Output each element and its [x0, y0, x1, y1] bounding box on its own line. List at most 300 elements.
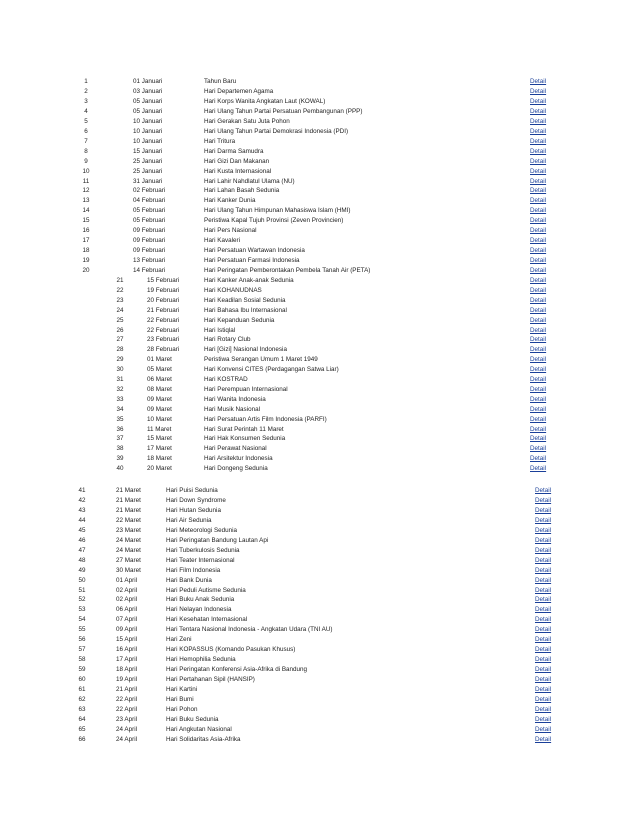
detail-link[interactable]: Detail [535, 636, 552, 644]
row-number: 14 [82, 207, 90, 215]
row-date: 03 Januari [133, 87, 163, 95]
row-number: 37 [116, 435, 124, 443]
table-row [0, 385, 638, 395]
table-row [0, 157, 638, 167]
detail-link[interactable]: Detail [530, 217, 547, 225]
table-row [0, 655, 638, 665]
row-date: 10 Januari [133, 127, 163, 135]
detail-link[interactable]: Detail [530, 356, 547, 364]
row-holiday-name: Hari Peringatan Konferensi Asia-Afrika di Bandung [166, 666, 308, 674]
row-date: 22 Februari [147, 326, 180, 334]
row-date: 22 Februari [147, 316, 180, 324]
row-holiday-name: Hari KOPASSUS (Komando Pasukan Khusus) [166, 646, 296, 654]
table-row [0, 425, 638, 435]
detail-link[interactable]: Detail [530, 137, 547, 145]
table-row [0, 625, 638, 635]
row-number: 60 [78, 676, 86, 684]
detail-link[interactable]: Detail [535, 606, 552, 614]
table-row [0, 486, 638, 496]
detail-link[interactable]: Detail [530, 395, 547, 403]
row-holiday-name: Hari Hak Konsumen Sedunia [204, 435, 286, 443]
detail-link[interactable]: Detail [535, 546, 552, 554]
table-row [0, 186, 638, 196]
detail-link[interactable]: Detail [535, 695, 552, 703]
detail-link[interactable]: Detail [535, 715, 552, 723]
row-number: 53 [78, 606, 86, 614]
row-holiday-name: Hari Istiqlal [204, 326, 236, 334]
row-holiday-name: Hari Musik Nasional [204, 405, 260, 413]
row-date: 22 April [116, 695, 138, 703]
row-date: 05 Februari [133, 217, 166, 225]
detail-link[interactable]: Detail [530, 167, 547, 175]
row-holiday-name: Hari Departemen Agama [204, 87, 274, 95]
detail-link[interactable]: Detail [530, 306, 547, 314]
row-date: 06 Maret [147, 376, 172, 383]
detail-link[interactable]: Detail [530, 405, 547, 413]
detail-link[interactable]: Detail [530, 286, 547, 294]
row-date: 24 Maret [116, 546, 141, 554]
row-holiday-name: Hari KOSTRAD [204, 376, 248, 383]
row-date: 07 April [116, 616, 138, 624]
table-row [0, 615, 638, 625]
row-holiday-name: Hari Kusta Internasional [204, 167, 272, 175]
row-date: 21 Februari [147, 306, 180, 314]
table-row [0, 107, 638, 117]
row-holiday-name: Hari Gizi Dan Makanan [204, 157, 270, 165]
row-date: 19 Februari [147, 286, 180, 294]
table-row [0, 415, 638, 425]
table-row [0, 705, 638, 715]
detail-link[interactable]: Detail [530, 147, 547, 155]
table-row [0, 395, 638, 405]
table-row [0, 685, 638, 695]
detail-link[interactable]: Detail [530, 197, 547, 205]
row-date: 09 Februari [133, 227, 166, 235]
row-holiday-name: Hari Tritura [204, 137, 236, 145]
row-number: 20 [82, 267, 90, 275]
row-date: 22 Maret [116, 516, 141, 524]
row-date: 20 Maret [147, 465, 172, 473]
detail-link[interactable]: Detail [530, 316, 547, 324]
table-row [0, 635, 638, 645]
table-row [0, 316, 638, 326]
row-number: 36 [116, 425, 124, 433]
row-date: 10 Maret [147, 415, 172, 423]
row-date: 24 Maret [116, 536, 141, 544]
row-holiday-name: Hari Persatuan Farmasi Indonesia [204, 257, 300, 265]
row-holiday-name: Hari Buku Anak Sedunia [166, 596, 235, 604]
table-row [0, 434, 638, 444]
row-holiday-name: Hari Bumi [166, 695, 194, 703]
row-number: 31 [116, 376, 124, 383]
row-date: 02 Februari [133, 187, 166, 195]
table-row [0, 605, 638, 615]
table-row [0, 177, 638, 187]
row-date: 23 Maret [116, 526, 141, 534]
detail-link[interactable]: Detail [530, 78, 547, 85]
row-date: 02 April [116, 586, 138, 594]
table-row [0, 196, 638, 206]
row-date: 04 Februari [133, 197, 166, 205]
row-number: 4 [84, 107, 88, 115]
row-number: 19 [82, 257, 90, 265]
row-number: 11 [82, 177, 90, 185]
table-row [0, 286, 638, 296]
detail-link[interactable]: Detail [535, 656, 552, 664]
table-row [0, 695, 638, 705]
detail-link[interactable]: Detail [535, 596, 552, 604]
table-row [0, 536, 638, 546]
row-number: 28 [116, 346, 124, 354]
detail-link[interactable]: Detail [530, 267, 547, 275]
row-holiday-name: Hari Ulang Tahun Partai Persatuan Pembangunan (PPP) [204, 107, 363, 115]
row-number: 24 [116, 306, 124, 314]
row-date: 05 Januari [133, 107, 163, 115]
row-holiday-name: Hari Persatuan Artis Film Indonesia (PARFI) [204, 415, 327, 423]
row-number: 61 [78, 686, 86, 693]
row-number: 57 [78, 646, 86, 654]
detail-link[interactable]: Detail [530, 376, 547, 383]
row-number: 50 [78, 576, 86, 584]
table-row [0, 236, 638, 246]
row-holiday-name: Hari Gerakan Satu Juta Pohon [204, 117, 290, 125]
detail-link[interactable]: Detail [530, 415, 547, 423]
table-row [0, 355, 638, 365]
row-number: 30 [116, 366, 124, 374]
detail-link[interactable]: Detail [535, 626, 552, 634]
row-holiday-name: Hari Bahasa Ibu Internasional [204, 306, 287, 314]
row-date: 05 Maret [147, 366, 172, 374]
detail-link[interactable]: Detail [535, 646, 552, 654]
row-holiday-name: Hari Lahan Basah Sedunia [204, 187, 280, 195]
detail-link[interactable]: Detail [530, 326, 547, 334]
row-date: 09 Februari [133, 247, 166, 255]
row-date: 15 April [116, 636, 138, 644]
row-holiday-name: Hari Korps Wanita Angkatan Laut (KOWAL) [204, 97, 326, 105]
detail-link[interactable]: Detail [530, 435, 547, 443]
detail-link[interactable]: Detail [530, 336, 547, 344]
row-date: 15 Februari [147, 277, 180, 284]
row-holiday-name: Hari Pertahanan Sipil (HANSIP) [166, 676, 255, 684]
detail-link[interactable]: Detail [530, 346, 547, 354]
row-holiday-name: Tahun Baru [204, 78, 237, 85]
table-row [0, 506, 638, 516]
table-row [0, 405, 638, 415]
row-date: 20 Februari [147, 296, 180, 304]
row-number: 49 [78, 566, 86, 574]
table-row [0, 715, 638, 725]
detail-link[interactable]: Detail [535, 487, 552, 494]
row-holiday-name: Hari Tentara Nasional Indonesia - Angkatan Udara (TNI AU) [166, 626, 333, 634]
row-number: 65 [78, 725, 86, 733]
row-holiday-name: Hari Tuberkulosis Sedunia [166, 546, 240, 554]
row-holiday-name: Hari Darma Samudra [204, 147, 264, 155]
table-row [0, 665, 638, 675]
detail-link[interactable]: Detail [535, 735, 552, 743]
row-holiday-name: Peristiwa Kapal Tujuh Provinsi (Zeven Provincien) [204, 217, 344, 225]
table-row [0, 87, 638, 97]
row-number: 45 [78, 526, 86, 534]
detail-link[interactable]: Detail [530, 277, 547, 284]
row-holiday-name: Hari Meteorologi Sedunia [166, 526, 238, 534]
row-number: 34 [116, 405, 124, 413]
row-holiday-name: Hari Buku Sedunia [166, 715, 219, 723]
row-date: 10 Januari [133, 137, 163, 145]
row-holiday-name: Hari Rotary Club [204, 336, 251, 344]
row-holiday-name: Hari Peringatan Bandung Lautan Api [166, 536, 269, 544]
detail-link[interactable]: Detail [535, 676, 552, 684]
row-number: 26 [116, 326, 124, 334]
detail-link[interactable]: Detail [530, 455, 547, 463]
row-number: 13 [82, 197, 90, 205]
row-number: 43 [78, 506, 86, 514]
detail-link[interactable]: Detail [530, 227, 547, 235]
row-number: 42 [78, 496, 86, 504]
row-date: 18 Maret [147, 455, 172, 463]
table-row [0, 167, 638, 177]
row-holiday-name: Hari Down Syndrome [166, 496, 226, 504]
row-number: 29 [116, 356, 124, 364]
row-holiday-name: Hari Pohon [166, 705, 198, 713]
row-date: 16 April [116, 646, 138, 654]
row-number: 21 [116, 277, 124, 284]
row-holiday-name: Hari Teater Internasional [166, 556, 235, 564]
table-row [0, 556, 638, 566]
row-date: 17 Maret [147, 445, 172, 453]
row-holiday-name: Hari Wanita Indonesia [204, 395, 266, 403]
table-row [0, 266, 638, 276]
row-number: 64 [78, 715, 86, 723]
detail-link[interactable]: Detail [535, 516, 552, 524]
row-number: 48 [78, 556, 86, 564]
table-row [0, 595, 638, 605]
row-holiday-name: Hari Solidaritas Asia-Afrika [166, 735, 241, 743]
table-row [0, 97, 638, 107]
detail-link[interactable]: Detail [535, 526, 552, 534]
row-date: 21 Maret [116, 487, 141, 494]
row-number: 27 [116, 336, 124, 344]
row-holiday-name: Hari Zeni [166, 636, 192, 644]
table-row [0, 444, 638, 454]
table-row [0, 147, 638, 157]
detail-link[interactable]: Detail [530, 247, 547, 255]
row-date: 21 April [116, 686, 138, 693]
row-number: 62 [78, 695, 86, 703]
row-date: 23 Februari [147, 336, 180, 344]
detail-link[interactable]: Detail [535, 556, 552, 564]
row-number: 41 [78, 487, 86, 494]
row-number: 22 [116, 286, 124, 294]
detail-link[interactable]: Detail [535, 725, 552, 733]
detail-link[interactable]: Detail [530, 107, 547, 115]
row-number: 38 [116, 445, 124, 453]
row-holiday-name: Hari Hemophilia Sedunia [166, 656, 236, 664]
row-holiday-name: Hari Air Sedunia [166, 516, 212, 524]
row-holiday-name: Hari Kepanduan Sedunia [204, 316, 275, 324]
row-date: 02 April [116, 596, 138, 604]
table-row [0, 326, 638, 336]
row-number: 63 [78, 705, 86, 713]
detail-link[interactable]: Detail [530, 117, 547, 125]
row-number: 56 [78, 636, 86, 644]
detail-link[interactable]: Detail [530, 385, 547, 393]
row-date: 06 April [116, 606, 138, 614]
row-number: 55 [78, 626, 86, 634]
table-row [0, 276, 638, 286]
detail-link[interactable]: Detail [535, 496, 552, 504]
row-date: 19 April [116, 676, 138, 684]
row-number: 16 [82, 227, 90, 235]
row-date: 09 Maret [147, 405, 172, 413]
table-row [0, 77, 638, 87]
row-date: 24 April [116, 735, 138, 743]
table-row [0, 496, 638, 506]
row-holiday-name: Hari Pers Nasional [204, 227, 257, 235]
row-date: 15 Maret [147, 435, 172, 443]
detail-link[interactable]: Detail [530, 87, 547, 95]
row-date: 09 Februari [133, 237, 166, 245]
row-date: 28 Februari [147, 346, 180, 354]
table-row [0, 546, 638, 556]
detail-link[interactable]: Detail [530, 465, 547, 473]
detail-link[interactable]: Detail [530, 207, 547, 215]
row-date: 31 Januari [133, 177, 163, 185]
row-holiday-name: Hari Dongeng Sedunia [204, 465, 268, 473]
row-date: 09 April [116, 626, 138, 634]
row-number: 66 [78, 735, 86, 743]
detail-link[interactable]: Detail [535, 576, 552, 584]
row-holiday-name: Hari Keadilan Sosial Sedunia [204, 296, 286, 304]
row-date: 01 April [116, 576, 138, 584]
detail-link[interactable]: Detail [530, 257, 547, 265]
table-row [0, 566, 638, 576]
table-row [0, 586, 638, 596]
row-number: 2 [84, 87, 88, 95]
row-number: 9 [84, 157, 88, 165]
row-holiday-name: Hari Kesehatan Internasional [166, 616, 248, 624]
detail-link[interactable]: Detail [530, 177, 547, 185]
table-row [0, 454, 638, 464]
detail-link[interactable]: Detail [530, 97, 547, 105]
row-holiday-name: Hari Peringatan Pemberontakan Pembela Tanah Air (PETA) [204, 267, 371, 275]
row-number: 17 [82, 237, 90, 245]
detail-link[interactable]: Detail [535, 686, 552, 693]
row-number: 46 [78, 536, 86, 544]
table-row [0, 246, 638, 256]
row-number: 12 [82, 187, 90, 195]
row-date: 10 Januari [133, 117, 163, 125]
row-number: 5 [84, 117, 88, 125]
table-row [0, 226, 638, 236]
row-date: 21 Maret [116, 506, 141, 514]
row-holiday-name: Hari Angkutan Nasional [166, 725, 232, 733]
detail-link[interactable]: Detail [530, 445, 547, 453]
row-holiday-name: Hari [Gizi] Nasional Indonesia [204, 346, 287, 354]
detail-link[interactable]: Detail [530, 425, 547, 433]
row-holiday-name: Hari Persatuan Wartawan Indonesia [204, 247, 305, 255]
row-date: 30 Maret [116, 566, 141, 574]
row-date: 21 Maret [116, 496, 141, 504]
table-row [0, 296, 638, 306]
row-date: 01 Maret [147, 356, 172, 364]
detail-link[interactable]: Detail [535, 506, 552, 514]
table-row [0, 675, 638, 685]
table-row [0, 137, 638, 147]
row-holiday-name: Hari Hutan Sedunia [166, 506, 221, 514]
row-number: 39 [116, 455, 124, 463]
row-holiday-name: Hari Lahir Nahdlatul Ulama (NU) [204, 177, 295, 185]
detail-link[interactable]: Detail [535, 566, 552, 574]
row-number: 8 [84, 147, 88, 155]
detail-link[interactable]: Detail [530, 237, 547, 245]
detail-link[interactable]: Detail [535, 616, 552, 624]
detail-link[interactable]: Detail [530, 187, 547, 195]
row-number: 44 [78, 516, 86, 524]
row-number: 35 [116, 415, 124, 423]
row-number: 32 [116, 385, 124, 393]
row-number: 52 [78, 596, 86, 604]
detail-link[interactable]: Detail [530, 127, 547, 135]
row-number: 10 [82, 167, 90, 175]
row-number: 51 [78, 586, 86, 594]
row-holiday-name: Hari Nelayan Indonesia [166, 606, 232, 614]
row-date: 09 Maret [147, 395, 172, 403]
row-number: 7 [84, 137, 88, 145]
row-number: 15 [82, 217, 90, 225]
detail-link[interactable]: Detail [530, 366, 547, 374]
row-number: 58 [78, 656, 86, 664]
row-date: 25 Januari [133, 157, 163, 165]
row-date: 25 Januari [133, 167, 163, 175]
table-row [0, 117, 638, 127]
row-number: 18 [82, 247, 90, 255]
table-row [0, 127, 638, 137]
row-date: 23 April [116, 715, 138, 723]
table-row [0, 735, 638, 745]
detail-link[interactable]: Detail [535, 536, 552, 544]
row-holiday-name: Hari Puisi Sedunia [166, 487, 218, 494]
row-holiday-name: Hari Perempuan Internasional [204, 385, 288, 393]
row-date: 05 Februari [133, 207, 166, 215]
detail-link[interactable]: Detail [530, 296, 547, 304]
table-row [0, 256, 638, 266]
table-row [0, 526, 638, 536]
row-number: 33 [116, 395, 124, 403]
row-date: 24 April [116, 725, 138, 733]
row-date: 18 April [116, 666, 138, 674]
table-row [0, 375, 638, 385]
table-row [0, 335, 638, 345]
row-holiday-name: Hari Konvensi CITES (Perdagangan Satwa Liar) [204, 366, 339, 374]
table-row [0, 216, 638, 226]
table-row [0, 645, 638, 655]
detail-link[interactable]: Detail [535, 586, 552, 594]
row-number: 54 [78, 616, 86, 624]
table-row [0, 206, 638, 216]
row-holiday-name: Hari Kanker Dunia [204, 197, 256, 205]
detail-link[interactable]: Detail [530, 157, 547, 165]
row-number: 59 [78, 666, 86, 674]
row-number: 1 [84, 78, 88, 85]
table-row [0, 516, 638, 526]
row-holiday-name: Hari Ulang Tahun Partai Demokrasi Indonesia (PDI) [204, 127, 349, 135]
row-number: 6 [84, 127, 88, 135]
detail-link[interactable]: Detail [535, 705, 552, 713]
row-date: 22 April [116, 705, 138, 713]
detail-link[interactable]: Detail [535, 666, 552, 674]
row-date: 11 Maret [147, 425, 172, 433]
table-row [0, 576, 638, 586]
